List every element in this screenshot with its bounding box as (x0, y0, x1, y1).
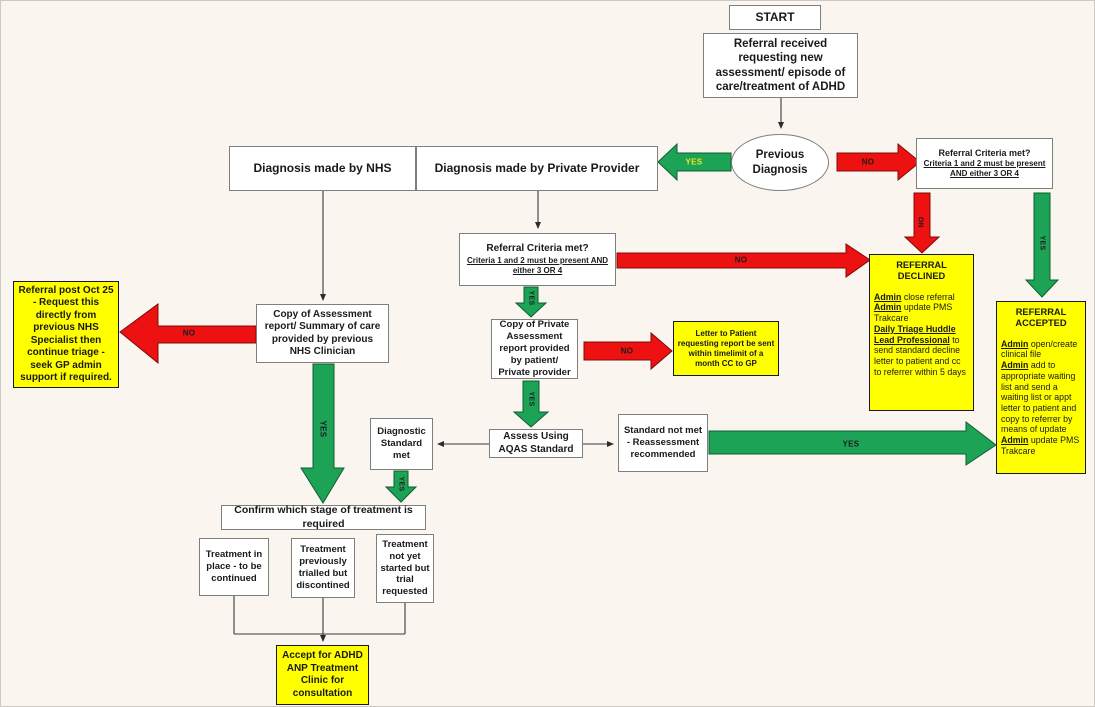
node-copy-assessment (256, 304, 389, 363)
node-treatment-in-place (199, 538, 269, 596)
node-copy-private (491, 319, 578, 379)
label-yes-copyassessment-to-confirm: YES (318, 420, 328, 438)
node-assess-aqas (489, 429, 583, 458)
node-treatment-trialled (291, 538, 355, 598)
referral-received-label: Referral received requesting new assessment/ episode of care/treatment of ADHD (715, 37, 846, 93)
copy-private-label: Copy of Private Assessment report provided by patient/ Private provider (498, 319, 571, 378)
treatment-not-started-label: Treatment not yet started but trial requested (380, 538, 430, 598)
node-diagnosis-private (416, 146, 658, 191)
label-yes-standardnotmet-to-accepted: YES (842, 439, 860, 449)
node-referral-received (703, 33, 858, 98)
node-standard-not-met (618, 414, 708, 472)
node-diagnosis-nhs (229, 146, 416, 191)
criteria-right-title: Referral Criteria met? (938, 147, 1031, 158)
node-referral-accepted (996, 301, 1086, 474)
criteria-middle-title: Referral Criteria met? (486, 243, 589, 255)
node-referral-post-oct (13, 281, 119, 388)
label-no-criteriaright-to-declined: NO (918, 216, 926, 228)
arrow-no-previous-to-criteriaright (837, 144, 920, 180)
previous-diagnosis-label: Previous Diagnosis (752, 149, 808, 176)
start-label: START (755, 10, 795, 24)
node-referral-declined (869, 254, 974, 411)
diagnostic-met-label: Diagnostic Standard met (377, 426, 426, 461)
label-yes-copyprivate-to-assess: YES (527, 391, 535, 407)
referral-declined-title: REFERRAL DECLINED (896, 260, 947, 282)
referral-declined-body: Admin close referral Admin update PMS Trakcare Daily Triage Huddle Lead Professional to send standard decline letter to patient and cc to referrer within 5 days (874, 291, 966, 377)
node-treatment-not-started (376, 534, 434, 603)
criteria-right-sub: Criteria 1 and 2 must be present AND either 3 OR 4 (923, 159, 1046, 179)
referral-accepted-body: Admin open/create clinical file Admin add to appropriate waiting list and send a waiting list or appt letter to patient and copy to referrer by means of update Admin update PMS Trakcare (1001, 338, 1080, 456)
node-criteria-middle (459, 233, 616, 286)
label-yes-criteriaright-to-accepted: YES (1038, 235, 1046, 251)
label-yes-diagnostic-to-confirm: YES (397, 476, 405, 492)
referral-post-oct-label: Referral post Oct 25 - Request this directly from previous NHS Specialist then continue triage - seek GP admin support if required. (18, 284, 114, 383)
node-confirm-stage (221, 505, 426, 530)
assess-aqas-label: Assess Using AQAS Standard (498, 431, 574, 455)
letter-patient-label: Letter to Patient requesting report be sent within timelimit of a month CC to GP (677, 328, 775, 368)
node-diagnostic-met (370, 418, 433, 470)
treatment-trialled-label: Treatment previously trialled but discontined (296, 544, 350, 591)
label-no-previous-to-criteriaright: NO (861, 157, 875, 167)
node-previous-diagnosis (731, 134, 829, 191)
label-yes-criteria-to-copyprivate: YES (527, 290, 535, 306)
node-letter-patient (673, 321, 779, 376)
criteria-middle-sub: Criteria 1 and 2 must be present AND either 3 OR 4 (466, 255, 609, 275)
label-no-copyprivate-to-letter: NO (620, 346, 634, 356)
referral-accepted-title: REFERRAL ACCEPTED (1015, 307, 1067, 329)
node-accept-clinic (276, 645, 369, 705)
accept-clinic-label: Accept for ADHD ANP Treatment Clinic for consultation (282, 650, 363, 699)
copy-assessment-label: Copy of Assessment report/ Summary of care provided by previous NHS Clinician (264, 308, 381, 357)
diagnosis-nhs-label: Diagnosis made by NHS (253, 161, 392, 175)
standard-not-met-label: Standard not met - Reassessment recommended (623, 425, 703, 460)
label-yes-previous-to-private: YES (685, 157, 703, 167)
diagnosis-private-label: Diagnosis made by Private Provider (434, 161, 640, 175)
confirm-stage-label: Confirm which stage of treatment is required (234, 504, 413, 530)
treatment-in-place-label: Treatment in place - to be continued (205, 549, 263, 584)
node-start (729, 5, 821, 30)
label-no-copyassessment-to-postoct: NO (182, 328, 196, 338)
node-criteria-right (916, 138, 1053, 189)
label-no-criteria-to-declined: NO (734, 255, 748, 265)
